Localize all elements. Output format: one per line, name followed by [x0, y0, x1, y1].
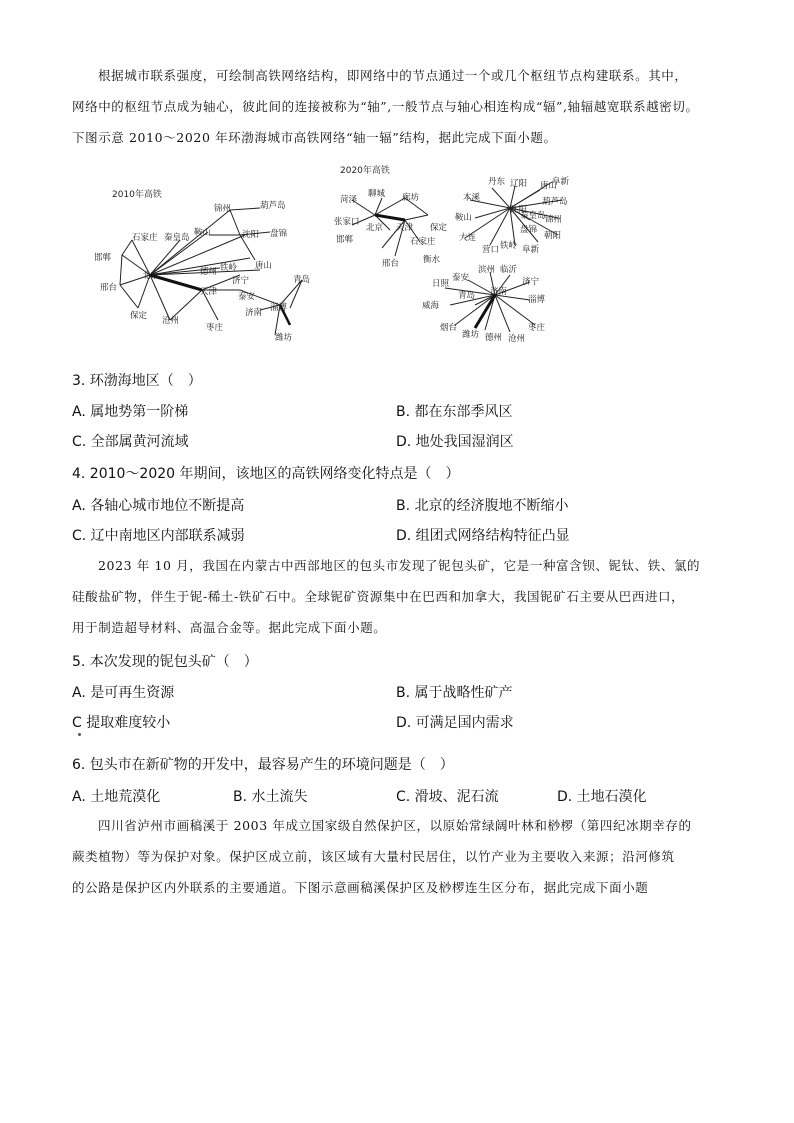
city-label: 济南 — [245, 308, 263, 318]
city-label: 唐山 — [540, 181, 558, 191]
city-label: 济宁 — [522, 277, 540, 287]
passage-line: 蕨类植物）等为保护对象。保护区成立前，该区域有大量村民居住，以竹产业为主要收入来源；沿河修筑 — [72, 849, 675, 864]
passage-line: 网络中的枢纽节点成为轴心，彼此间的连接被称为“轴”,一般节点与轴心相连构成“辐”,轴辐越宽联系越密切。 — [72, 99, 699, 114]
city-label: 天津 — [200, 287, 218, 297]
city-label: 邢台 — [100, 283, 118, 293]
city-label: 阜新 — [522, 245, 540, 255]
city-label: 滨州 — [478, 265, 496, 275]
city-label: 石家庄 — [132, 233, 158, 243]
city-label: 盘锦 — [520, 225, 538, 235]
city-label: 沈阳 — [242, 230, 260, 240]
network-2020b-labels — [455, 176, 570, 255]
city-label: 沧州 — [162, 316, 180, 326]
question-6-option-d[interactable]: D. 土地石漠化 — [557, 789, 647, 805]
city-label: 锦州 — [214, 204, 232, 214]
city-label: 天津 — [396, 223, 414, 233]
question-4-stem: 4. 2010～2020 年期间，该地区的高铁网络变化特点是（ ） — [72, 466, 460, 482]
city-label: 菏泽 — [340, 195, 358, 205]
city-label: 青岛 — [458, 291, 476, 301]
city-label: 北京 — [142, 271, 160, 281]
city-label: 唐山 — [255, 261, 273, 271]
question-6-stem: 6. 包头市在新矿物的开发中，最容易产生的环境问题是（ ） — [72, 757, 454, 773]
city-label: 张家口 — [334, 217, 360, 227]
city-label: 枣庄 — [206, 323, 224, 333]
city-label: 保定 — [430, 223, 448, 233]
city-label: 威海 — [422, 301, 440, 311]
city-label: 临沂 — [500, 265, 518, 275]
city-label: 本溪 — [463, 193, 481, 203]
city-label: 沧州 — [508, 334, 526, 344]
question-6-option-b[interactable]: B. 水土流失 — [233, 789, 308, 805]
question-4-option-d[interactable]: D. 组团式网络结构特征凸显 — [396, 528, 570, 544]
city-label: 烟台 — [440, 323, 458, 333]
city-label: 保定 — [130, 311, 148, 321]
city-label: 铁岭 — [500, 241, 518, 251]
city-label: 德州 — [200, 267, 218, 277]
city-label: 邢台 — [382, 259, 400, 269]
city-label: 葫芦岛 — [542, 197, 568, 207]
question-5-option-b[interactable]: B. 属于战略性矿产 — [396, 685, 513, 701]
city-label: 丹东 — [488, 177, 506, 187]
passage-huagaoxi-reserve — [72, 810, 732, 903]
city-label: 秦皇岛 — [164, 233, 190, 243]
passage-line: 的公路是保护区内外联系的主要通道。下图示意画稿溪保护区及桫椤连生区分布，据此完成下面小题 — [72, 880, 649, 895]
question-6-option-c[interactable]: C. 滑坡、泥石流 — [396, 789, 499, 805]
city-label: 石家庄 — [410, 237, 436, 247]
figure-title-2010: 2010年高铁 — [112, 190, 162, 200]
city-label: 阜新 — [552, 177, 570, 187]
city-label: 秦皇岛 — [520, 211, 546, 221]
network-2020a-labels — [334, 188, 448, 269]
figure-title-2020: 2020年高铁 — [340, 166, 390, 176]
city-label: 聊城 — [368, 189, 386, 199]
city-label: 邯郸 — [94, 253, 112, 263]
city-label: 锦州 — [545, 215, 563, 225]
city-label: 朝阳 — [544, 231, 562, 241]
passage-line: 下图示意 2010～2020 年环渤海城市高铁网络“轴一辐”结构，据此完成下面小题。 — [72, 130, 557, 145]
question-3-option-c[interactable]: C. 全部属黄河流域 — [72, 434, 189, 450]
city-label: 青岛 — [293, 275, 311, 285]
city-label: 葫芦岛 — [260, 201, 286, 211]
passage-line: 四川省泸州市画稿溪于 2003 年成立国家级自然保护区，以原始常绿阔叶林和桫椤（第四纪冰期幸存的 — [98, 818, 692, 833]
question-5-stem: 5. 本次发现的铌包头矿（ ） — [72, 654, 258, 670]
city-label: 济南 — [490, 287, 508, 297]
city-label: 鞍山 — [455, 213, 473, 223]
city-label: 济宁 — [232, 276, 250, 286]
city-label: 北京 — [366, 223, 384, 233]
city-label: 邯郸 — [336, 235, 354, 245]
passage-line: 根据城市联系强度，可绘制高铁网络结构，即网络中的节点通过一个或几个枢纽节点构建联系。其中， — [98, 68, 688, 83]
railway-network-figure — [90, 160, 570, 355]
question-4-option-c[interactable]: C. 辽中南地区内部联系减弱 — [72, 528, 245, 544]
question-5-option-c[interactable]: C 提取难度较小 — [72, 715, 171, 731]
city-label: 衡水 — [423, 255, 441, 265]
city-label: 泰安 — [452, 273, 470, 283]
city-label: 淄博 — [270, 303, 288, 313]
passage-line: 2023 年 10 月，我国在内蒙古中西部地区的包头市发现了铌包头矿，它是一种富含钡、铌钛、铁、氯的 — [98, 558, 701, 573]
city-label: 大连 — [459, 233, 477, 243]
passage-line: 用于制造超导材料、高温合金等。据此完成下面小题。 — [72, 620, 387, 635]
question-3-option-d[interactable]: D. 地处我国湿润区 — [396, 434, 514, 450]
question-3-option-b[interactable]: B. 都在东部季风区 — [396, 404, 513, 420]
city-label: 枣庄 — [528, 323, 546, 333]
city-label: 鞍山 — [194, 228, 212, 238]
passage-intro-railway — [72, 60, 732, 153]
question-5-option-a[interactable]: A. 是可再生资源 — [72, 685, 175, 701]
city-label: 德州 — [485, 333, 503, 343]
question-4-option-b[interactable]: B. 北京的经济腹地不断缩小 — [396, 498, 569, 514]
network-2020a-edges — [352, 198, 428, 256]
city-label: 辽阳 — [510, 179, 528, 189]
city-label: 泰安 — [238, 292, 256, 302]
city-label: 日照 — [432, 279, 450, 289]
city-label: 营口 — [482, 245, 500, 255]
question-3-stem: 3. 环渤海地区（ ） — [72, 373, 202, 389]
city-label: 潍坊 — [462, 330, 480, 340]
question-6-option-a[interactable]: A. 土地荒漠化 — [72, 789, 161, 805]
question-5-option-d[interactable]: D. 可满足国内需求 — [396, 715, 514, 731]
city-label: 沈阳 — [510, 205, 528, 215]
stray-dot — [78, 733, 81, 736]
passage-niobium-mineral — [72, 550, 732, 643]
city-label: 铁岭 — [220, 263, 238, 273]
question-3-option-a[interactable]: A. 属地势第一阶梯 — [72, 404, 189, 420]
city-label: 潍坊 — [275, 333, 293, 343]
city-label: 盘锦 — [270, 229, 288, 239]
question-4-option-a[interactable]: A. 各轴心城市地位不断提高 — [72, 498, 245, 514]
passage-line: 硅酸盐矿物，伴生于铌-稀土-铁矿石中。全球铌矿资源集中在巴西和加拿大，我国铌矿石主要从巴西进口， — [72, 589, 685, 604]
city-label: 淄博 — [528, 295, 546, 305]
city-label: 廊坊 — [402, 193, 420, 203]
